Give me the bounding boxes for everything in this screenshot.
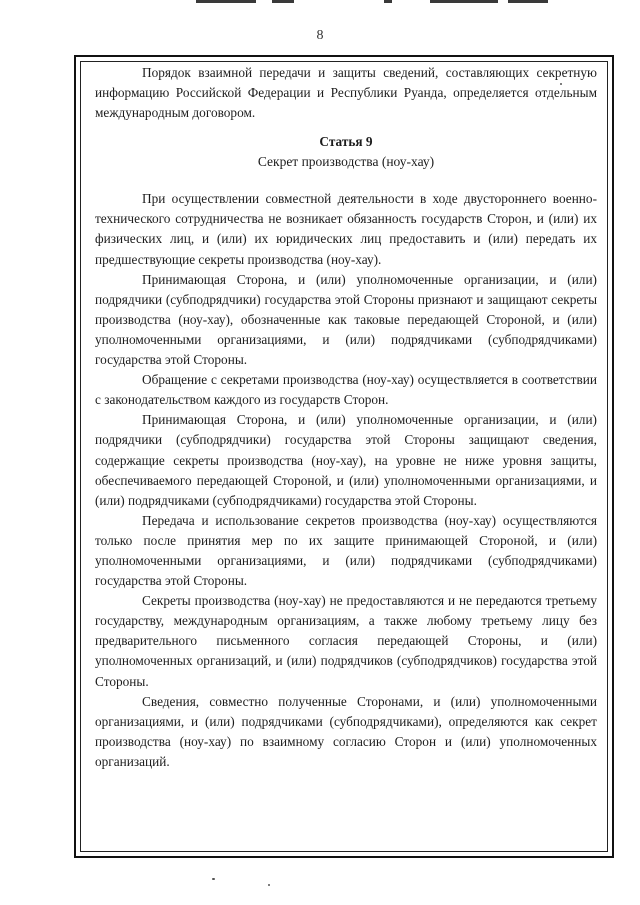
article-subtitle: Секрет производства (ноу-хау) bbox=[257, 154, 435, 170]
paragraph: Принимающая Сторона, и (или) уполномоченные организации, и (или) подрядчики (субподрядчики) государства этой Стороны защищают сведения, содержащие секреты производства (ноу-хау), на уровне не ниже уровня защиты, обеспечиваемого передающей Стороной, и (или) уполномоченными организациями, и (или) подрядчиками (субподрядчиками) государства этой Стороны. bbox=[95, 412, 597, 508]
paragraph: Принимающая Сторона, и (или) уполномоченные организации, и (или) подрядчики (субподрядчики) государства этой Стороны признают и защищают секреты производства (ноу-хау), обозначенные как таковые передающей Стороной, и (или) уполномоченными организациями, и (или) подрядчиками (субподрядчиками) государства этой Стороны. bbox=[95, 271, 597, 368]
article-heading bbox=[95, 132, 597, 172]
paragraph: Сведения, совместно полученные Сторонами, и (или) уполномоченными организациями, и (или) подрядчиками (субподрядчиками), определяются как секрет производства (ноу-хау) по взаимному согласию Сторон и (или) уполномоченных организаций. bbox=[95, 693, 597, 769]
paragraph: Обращение с секретами производства (ноу-хау) осуществляется в соответствии с законодательством каждого из государств Сторон. bbox=[95, 372, 597, 408]
scan-speck bbox=[268, 884, 270, 886]
paragraph: Секреты производства (ноу-хау) не предоставляются и не передаются третьему государству, международным организациям, а также любому третьему лицу без предварительного письменного согласия передающей Стороны, и (или) уполномоченных организаций, и (или) подрядчиков (субподрядчиков) государства этой Стороны. bbox=[95, 593, 597, 689]
scan-speck bbox=[560, 83, 562, 85]
page-number: 8 bbox=[316, 28, 324, 43]
scan-artifact-top bbox=[0, 0, 640, 8]
scan-speck bbox=[212, 878, 215, 880]
intro-paragraph: Порядок взаимной передачи и защиты сведений, составляющих секретную информацию Российской Федерации и Республики Руанда, определяется отдельным международным договором. bbox=[95, 65, 597, 121]
paragraph: Передача и использование секретов производства (ноу-хау) осуществляются только после принятия мер по их защите принимающей Стороной, и (или) уполномоченными организациями, и (или) подрядчиками (субподрядчиками) государства этой Стороны. bbox=[95, 512, 597, 589]
paragraph: При осуществлении совместной деятельности в ходе двустороннего военно-технического сотрудничества не возникает обязанность государств Сторон, и (или) их физических лиц, и (или) их юридических лиц предоставить и (или) передать их предшествующие секреты производства (ноу-хау). bbox=[95, 191, 597, 267]
document-body bbox=[95, 63, 597, 772]
article-title: Статья 9 bbox=[319, 134, 373, 150]
